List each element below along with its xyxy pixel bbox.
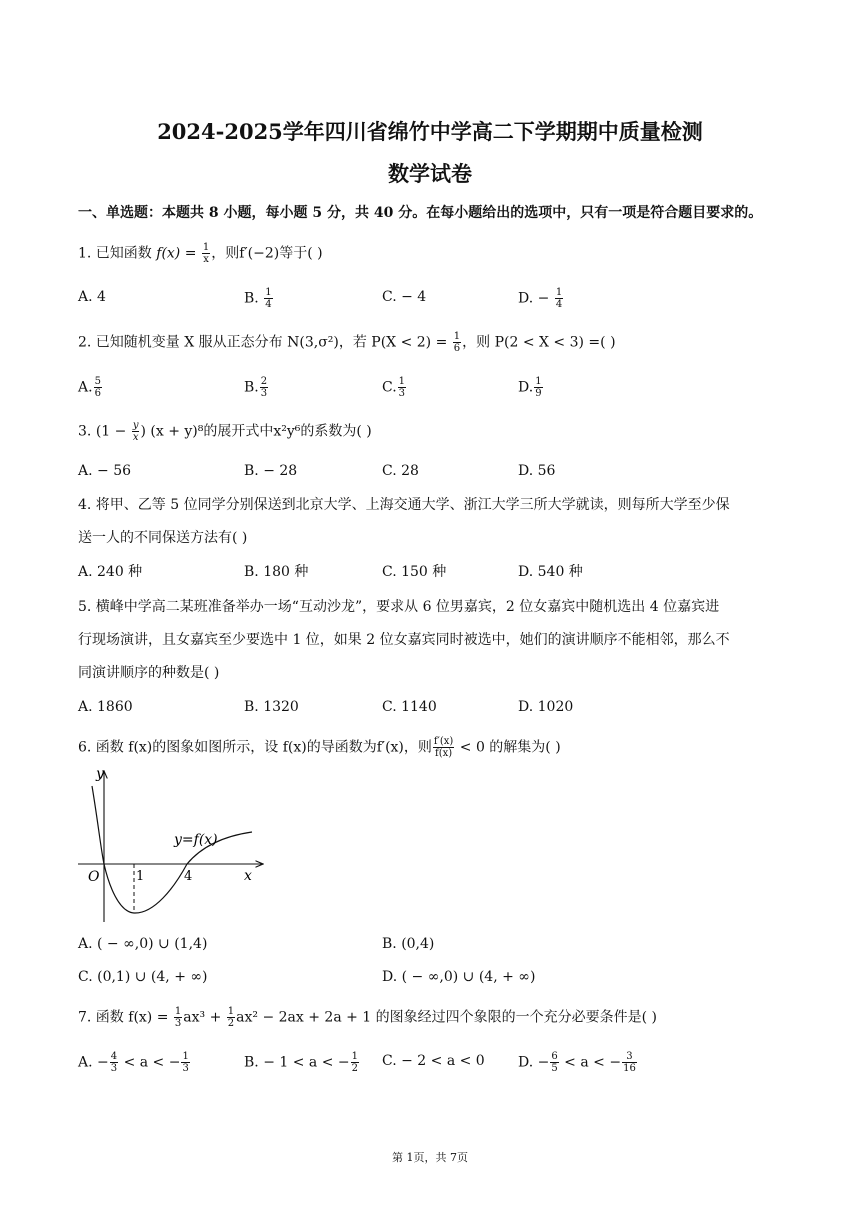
q6-option-b: B. (0,4) [382, 936, 435, 952]
q7-option-b: B. − 1 < a < − $\frac{1}{2}$ [244, 1051, 358, 1074]
q5-option-b: B. 1320 [244, 699, 299, 715]
q6-option-c: C. (0,1) ∪ (4, + ∞) [78, 969, 208, 985]
tick-1-label: 1 [136, 869, 145, 884]
q6-option-d: D. ( − ∞,0) ∪ (4, + ∞) [382, 969, 536, 985]
q3-option-d: D. 56 [518, 463, 556, 479]
q2-option-d: D. $\frac{1}{9}$ [518, 376, 542, 399]
tick-4-label: 4 [184, 869, 193, 884]
page-subtitle: 数学试卷 [388, 161, 472, 186]
page-footer: 第 1页，共 7页 [392, 1151, 468, 1164]
q1-option-a: A. 4 [78, 289, 106, 305]
q7-option-d: D. − $\frac{6}{5}$ < a < − $\frac{3}{16}$ [518, 1051, 636, 1074]
q1-func: f(x) = [156, 245, 201, 262]
q1-mid: ，则 [211, 245, 240, 262]
q1-fraction: $\frac{1}{x}$ [202, 242, 210, 265]
question-2: 2. 已知随机变量 X 服从正态分布 N(3,σ²)，若 P(X < 2) = $\frac{1}{6}$ ，则 P(2 < X < 3) =( ) [78, 331, 616, 354]
q5-option-d: D. 1020 [518, 699, 574, 715]
q2-option-a: A. $\frac{5}{6}$ [78, 376, 101, 399]
x-axis-label: x [244, 868, 252, 884]
question-5-line-1: 5. 横峰中学高二某班准备举办一场“互动沙龙”，要求从 6 位男嘉宾，2 位女嘉宾中随机选出 4 位嘉宾进 [78, 599, 720, 615]
q4-option-c: C. 150 种 [382, 564, 447, 580]
q3-option-b: B. − 28 [244, 463, 298, 479]
section-heading: 一、单选题：本题共 8 小题，每小题 5 分，共 40 分。在每小题给出的选项中，只有一项是符合题目要求的。 [78, 205, 763, 221]
question-4-line-2: 送一人的不同保送方法有( ) [78, 530, 248, 546]
question-4-line-1: 4. 将甲、乙等 5 位同学分别保送到北京大学、上海交通大学、浙江大学三所大学就读，则每所大学至少保 [78, 497, 730, 513]
q4-option-a: A. 240 种 [78, 564, 143, 580]
q2-option-b: B. $\frac{2}{3}$ [244, 376, 268, 399]
function-curve [92, 786, 252, 913]
q3-option-c: C. 28 [382, 463, 419, 479]
q2-option-c: C. $\frac{1}{3}$ [382, 376, 406, 399]
origin-label: O [88, 869, 100, 885]
q7-option-a: A. − $\frac{4}{3}$ < a < − $\frac{1}{3}$ [78, 1051, 189, 1074]
q1-rest: f′(−2)等于( ) [239, 245, 323, 262]
question-5-line-3: 同演讲顺序的种数是( ) [78, 665, 220, 681]
q3-option-a: A. − 56 [78, 463, 132, 479]
question-5-line-2: 行现场演讲，且女嘉宾至少要选中 1 位，如果 2 位女嘉宾同时被选中，她们的演讲顺序不能相邻，那么不 [78, 632, 730, 648]
question-6: 6. 函数 f(x)的图象如图所示，设 f(x)的导函数为f′(x)，则 $\frac{f'(x)}{f(x)}$ < 0 的解集为( ) [78, 736, 561, 759]
q7-option-c: C. − 2 < a < 0 [382, 1053, 485, 1069]
function-graph [74, 764, 274, 928]
q1-option-b: B. $\frac{1}{4}$ [244, 287, 272, 310]
q4-option-b: B. 180 种 [244, 564, 309, 580]
curve-label: y=f(x) [174, 832, 218, 848]
question-7: 7. 函数 f(x) = $\frac{1}{3}$ ax³ + $\frac{1}{2}$ ax² − 2ax + 2a + 1 的图象经过四个象限的一个充分必要条件是( ) [78, 1006, 658, 1029]
question-3: 3. (1 − $\frac{y}{x}$ ) (x + y)⁸的展开式中x²y⁶的系数为( ) [78, 420, 372, 443]
q6-option-a: A. ( − ∞,0) ∪ (1,4) [78, 936, 208, 952]
question-1 [78, 242, 323, 265]
page-title: 2024-2025学年四川省绵竹中学高二下学期期中质量检测 [157, 119, 703, 144]
q1-option-c: C. − 4 [382, 289, 427, 305]
y-axis-label: y [96, 766, 104, 782]
q1-prefix: 1. 已知函数 [78, 245, 157, 262]
q1-option-d: D. − $\frac{1}{4}$ [518, 287, 563, 310]
q5-option-a: A. 1860 [78, 699, 133, 715]
q5-option-c: C. 1140 [382, 699, 437, 715]
q4-option-d: D. 540 种 [518, 564, 583, 580]
